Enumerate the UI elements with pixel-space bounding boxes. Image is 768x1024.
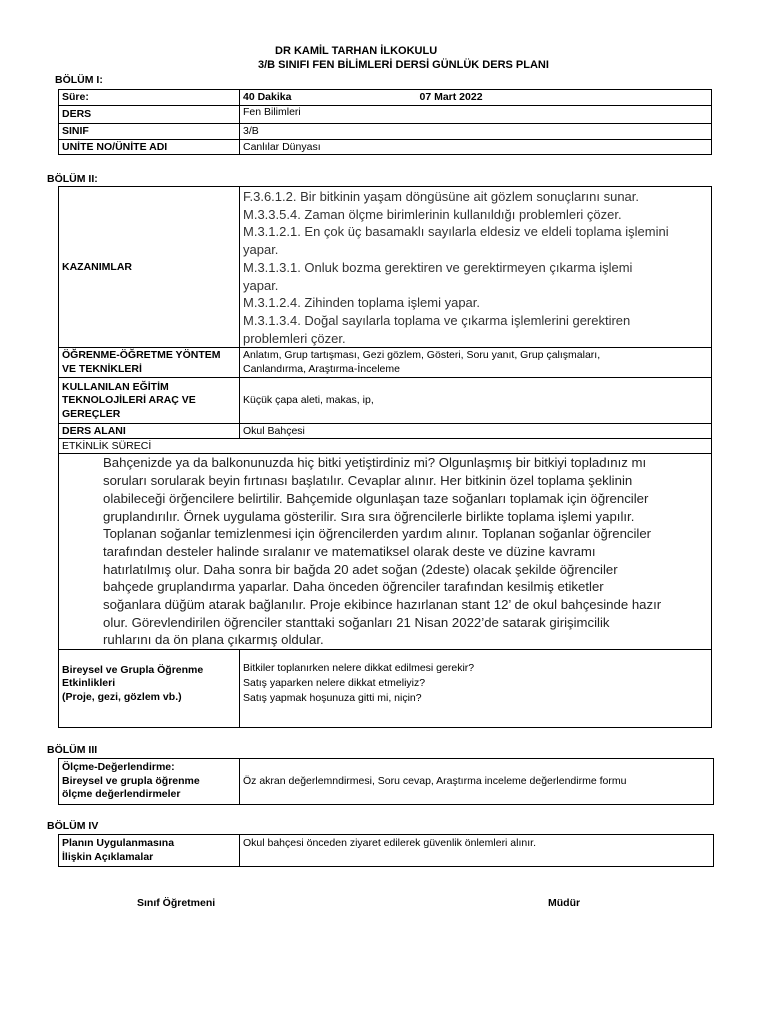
etkinlik-content [59,454,712,650]
olcme-label-line: Ölçme-Değerlendirme: [62,761,175,774]
table-row [59,835,714,867]
arac-label-line: GEREÇLER [62,407,121,420]
arac-label-line: KULLANILAN EĞİTİM [62,380,169,393]
sinif-label: SINIF [59,124,240,140]
ders-alani-value: Okul Bahçesi [240,424,712,439]
table-row [59,106,712,124]
yontem-label-line: ÖĞRENME-ÖĞRETME YÖNTEM [62,349,221,362]
kazanim-line: yapar. [243,242,279,258]
yontem-value [240,348,712,378]
arac-value: Küçük çapa aleti, makas, ip, [240,378,712,424]
teacher-signature-label: Sınıf Öğretmeni [137,897,216,909]
sure-label: Süre: [59,90,240,106]
ders-value: Fen Bilimleri [240,106,712,124]
table-row [59,140,712,155]
sure-value: 40 Dakika [243,91,292,103]
arac-label [59,378,240,424]
kazanimlar-cell [240,187,712,348]
olcme-label [59,759,240,805]
plan-aciklama-value: Okul bahçesi önceden ziyaret edilerek güvenlik önlemleri alınır. [240,835,714,867]
table-row [59,439,712,454]
kazanim-line: M.3.1.3.1. Onluk bozma gerektiren ve gerektirmeyen çıkarma işlemi [243,259,633,275]
section-1-table [58,89,712,155]
yontem-value-line: Anlatım, Grup tartışması, Gezi gözlem, Gösteri, Soru yanıt, Grup çalışmaları, [243,349,601,362]
etkinlik-line: Bahçenizde ya da balkonunuzda hiç bitki yetiştirdiniz mi? Olgunlaşmış bir bitkiyi topladınız mı [103,455,647,471]
sure-value-cell [240,90,712,106]
table-row [59,187,712,348]
kazanim-line: problemleri çözer. [243,330,346,346]
principal-signature-label: Müdür [548,897,581,909]
yontem-value-line: Canlandırma, Araştırma-İnceleme [243,362,400,375]
etkinlik-line: gruplandırılır. Örnek uygulama gösterilir. Sıra sıra öğrencilerle birlikte toplama işlemi yapılır. [103,508,635,524]
table-row [59,124,712,140]
bireysel-label-line: Etkinlikleri [62,677,116,690]
kazanim-line: M.3.1.2.1. En çok üç basamaklı sayılarla eldesiz ve eldeli toplama işlemini [243,224,669,240]
yontem-label [59,348,240,378]
yontem-label-line: VE TEKNİKLERİ [62,362,142,375]
kazanim-line: M.3.3.5.4. Zaman ölçme birimlerinin kullanıldığı problemleri çözer. [243,206,622,222]
kazanim-line: F.3.6.1.2. Bir bitkinin yaşam döngüsüne ait gözlem sonuçlarını sunar. [243,189,639,204]
section-3-table [58,758,714,805]
kazanimlar-label: KAZANIMLAR [59,187,240,348]
bireysel-label [59,650,240,728]
table-row [59,650,712,728]
etkinlik-line: bahçede gruplandırma yaparlar. Daha önceden öğrenciler tarafından kesilmiş etiketler [103,579,604,595]
etkinlik-line: olur. Görevlendirilen öğrenciler stanttaki soğanları 21 Nisan 2022’de satarak girişimcilik [103,614,610,630]
plan-title: 3/B SINIFI FEN BİLİMLERİ DERSİ GÜNLÜK DERS PLANI [258,59,549,71]
etkinlik-line: olabileceği örğencilere belirtilir. Bahçemide olgunlaşan taze soğanları toplamak için öğrenciler [103,490,649,506]
section-4-heading: BÖLÜM IV [47,820,99,832]
section-2-table [58,186,712,728]
table-row [59,378,712,424]
kazanim-line: M.3.1.3.4. Doğal sayılarla toplama ve çıkarma işlemlerini gerektiren [243,312,631,328]
section-2-heading: BÖLÜM II: [47,173,98,185]
section-1-heading: BÖLÜM I: [55,74,103,86]
table-row [59,348,712,378]
ders-label: DERS [59,106,240,124]
sinif-value: 3/B [240,124,712,140]
kazanim-line: yapar. [243,277,279,293]
etkinlik-line: Toplanan soğanlar temizlenmesi için öğrencilerden yardım alınır. Toplanan soğanlar öğrenciler [103,526,652,542]
table-row [59,90,712,106]
etkinlik-line: hatırlatılmış olur. Daha sonra bir bağda 20 adet soğan (2deste) olacak şekilde öğrenciler [103,561,618,577]
plan-aciklama-label [59,835,240,867]
kazanim-line: M.3.1.2.4. Zihinden toplama işlemi yapar. [243,295,481,311]
bireysel-label-line: (Proje, gezi, gözlem vb.) [62,690,182,703]
ders-alani-label: DERS ALANI [59,424,240,439]
plan-aciklama-label-line: İlişkin Açıklamalar [62,850,154,863]
date-value: 07 Mart 2022 [419,91,483,103]
bireysel-values [240,650,712,728]
section-3-heading: BÖLÜM III [47,744,98,756]
olcme-label-line: Bireysel ve grupla öğrenme [62,774,200,787]
etkinlik-line: tarafından desteler halinde sıralanır ve matematiksel olarak deste ve düzine kavramı [103,543,596,559]
etkinlik-label: ETKİNLİK SÜRECİ [59,439,712,454]
unite-value: Canlılar Dünyası [240,140,712,155]
etkinlik-line: soruları sorularak beyin fırtınası başlatılır. Cevaplar alınır. Her bitkinin özel toplama şeklinin [103,473,633,489]
table-row [59,454,712,650]
unite-label: UNİTE NO/ÜNİTE ADI [59,140,240,155]
etkinlik-line: ruhlarını da ön plana çıkarmış oldular. [103,632,324,648]
plan-aciklama-label-line: Planın Uygulanmasına [62,837,175,849]
olcme-value: Öz akran değerlemndirmesi, Soru cevap, Araştırma inceleme değerlendirme formu [240,759,714,805]
table-row [59,424,712,439]
arac-label-line: TEKNOLOJİLERİ ARAÇ VE [62,394,196,407]
section-4-table [58,834,714,867]
bireysel-label-line: Bireysel ve Grupla Öğrenme [62,663,204,676]
bireysel-value-line: Satış yapmak hoşunuza gitti mi, niçin? [243,692,422,705]
school-name: DR KAMİL TARHAN İLKOKULU [275,45,438,57]
bireysel-value-line: Bitkiler toplanırken nelere dikkat edilmesi gerekir? [243,662,475,675]
etkinlik-line: soğanlara düğüm atarak bağlanılır. Proje ekibince hazırlanan stant 12’ de okul bahçesinde hazır [103,597,662,613]
olcme-label-line: ölçme değerlendirmeler [62,788,181,801]
table-row [59,759,714,805]
bireysel-value-line: Satış yaparken nelere dikkat etmeliyiz? [243,677,426,690]
